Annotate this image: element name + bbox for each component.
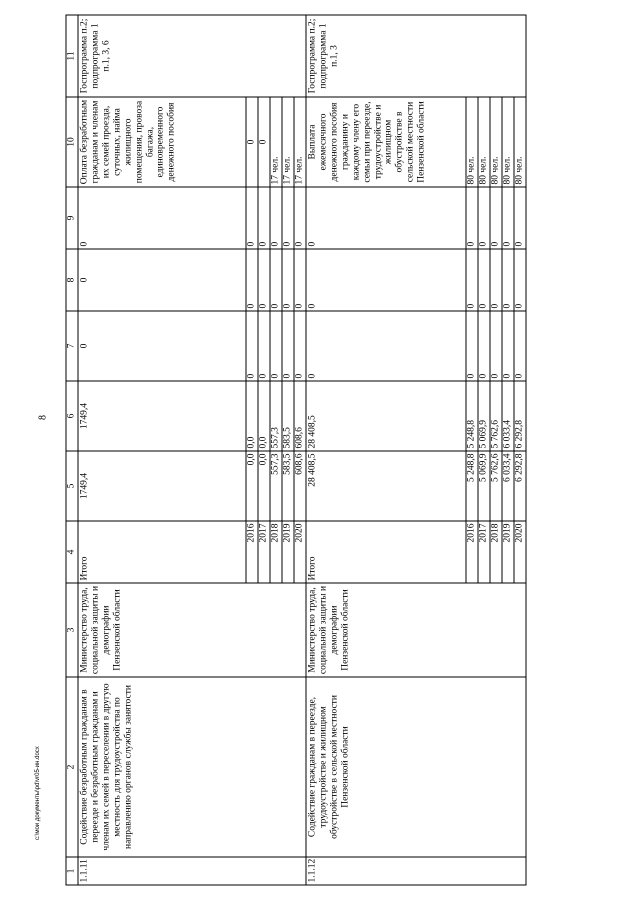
total-label: Итого bbox=[78, 521, 246, 583]
year-cell: 2019 bbox=[282, 521, 294, 583]
value-cell: 0 bbox=[466, 187, 478, 249]
value-cell: 0 bbox=[490, 187, 502, 249]
measure-number: 1.1.11 bbox=[78, 857, 306, 885]
value-cell: 17 чел. bbox=[294, 97, 306, 187]
year-cell: 2017 bbox=[258, 521, 270, 583]
value-cell: 0 bbox=[514, 249, 526, 311]
value-cell: 0 bbox=[490, 311, 502, 381]
col-header: 3 bbox=[66, 583, 78, 677]
measure-executor: Министерство труда, социальной защиты и демографии Пензенской области bbox=[78, 583, 306, 677]
value-cell: 583,5 bbox=[282, 451, 294, 521]
value-cell: 0,0 bbox=[258, 451, 270, 521]
indicator-description: Оплата безработным гражданам и членам их семей проезда, суточных, найма жилищного помещения, провоза багажа, единовременного денежного пособия bbox=[78, 97, 246, 187]
value-cell: 0 bbox=[294, 249, 306, 311]
value-cell: 0 bbox=[246, 249, 258, 311]
total-value: 0 bbox=[306, 187, 466, 249]
year-cell: 2018 bbox=[270, 521, 282, 583]
value-cell: 0 bbox=[478, 311, 490, 381]
total-value: 0 bbox=[78, 187, 246, 249]
col-header: 6 bbox=[66, 381, 78, 451]
total-value: 28 408,5 bbox=[306, 451, 466, 521]
value-cell: 0,0 bbox=[246, 381, 258, 451]
value-cell: 0 bbox=[490, 249, 502, 311]
measure-description: Содействие безработным гражданам в переезде и безработным гражданам и членам их семей в переселении в другую местность для трудоустройства по направлению органов службы занятости bbox=[78, 677, 306, 857]
col-header: 10 bbox=[66, 97, 78, 187]
value-cell: 80 чел. bbox=[514, 97, 526, 187]
value-cell: 0 bbox=[294, 311, 306, 381]
value-cell: 0 bbox=[258, 97, 270, 187]
total-value: 1749,4 bbox=[78, 451, 246, 521]
file-path-footer: c:\мои документы\pd\vr05-ин.docx bbox=[35, 746, 41, 840]
total-value: 0 bbox=[78, 249, 246, 311]
value-cell: 17 чел. bbox=[270, 97, 282, 187]
value-cell: 0,0 bbox=[246, 451, 258, 521]
total-value: 0 bbox=[306, 249, 466, 311]
col-header: 4 bbox=[66, 521, 78, 583]
rotated-table-container bbox=[65, 15, 610, 885]
value-cell: 6 292,8 bbox=[514, 451, 526, 521]
value-cell: 6 292,8 bbox=[514, 381, 526, 451]
value-cell: 5 762,6 bbox=[490, 381, 502, 451]
value-cell: 17 чел. bbox=[282, 97, 294, 187]
measure-description: Содействие гражданам в переезде, трудоустройстве и жилищном обустройстве в сельской местности Пензенской области bbox=[306, 677, 526, 857]
value-cell: 557,3 bbox=[270, 451, 282, 521]
total-value: 0 bbox=[78, 311, 246, 381]
value-cell: 0 bbox=[270, 311, 282, 381]
value-cell: 5 248,8 bbox=[466, 381, 478, 451]
value-cell: 0 bbox=[478, 249, 490, 311]
value-cell: 0,0 bbox=[258, 381, 270, 451]
value-cell: 0 bbox=[246, 187, 258, 249]
value-cell: 5 069,9 bbox=[478, 451, 490, 521]
measure-row-total bbox=[306, 15, 466, 885]
value-cell: 0 bbox=[270, 187, 282, 249]
value-cell: 0 bbox=[246, 97, 258, 187]
value-cell: 5 248,8 bbox=[466, 451, 478, 521]
value-cell: 0 bbox=[478, 187, 490, 249]
header-row bbox=[66, 15, 78, 885]
value-cell: 0 bbox=[282, 311, 294, 381]
year-cell: 2019 bbox=[502, 521, 514, 583]
value-cell: 6 033,4 bbox=[502, 451, 514, 521]
value-cell: 608,6 bbox=[294, 451, 306, 521]
value-cell: 80 чел. bbox=[478, 97, 490, 187]
value-cell: 0 bbox=[514, 311, 526, 381]
value-cell: 0 bbox=[258, 249, 270, 311]
measure-number: 1.1.12 bbox=[306, 857, 526, 885]
value-cell: 0 bbox=[466, 249, 478, 311]
year-cell: 2020 bbox=[294, 521, 306, 583]
year-cell: 2017 bbox=[478, 521, 490, 583]
value-cell: 0 bbox=[502, 311, 514, 381]
program-reference: Госпрограмма п.2; подпрограмма 1 п.1, 3 bbox=[306, 15, 526, 97]
value-cell: 0 bbox=[502, 187, 514, 249]
total-value: 28 408,5 bbox=[306, 381, 466, 451]
page-number: 8 bbox=[37, 415, 49, 420]
value-cell: 80 чел. bbox=[502, 97, 514, 187]
value-cell: 5 762,6 bbox=[490, 451, 502, 521]
total-value: 1749,4 bbox=[78, 381, 246, 451]
col-header: 9 bbox=[66, 187, 78, 249]
program-measures-table bbox=[65, 14, 526, 885]
value-cell: 0 bbox=[294, 187, 306, 249]
value-cell: 80 чел. bbox=[490, 97, 502, 187]
col-header: 7 bbox=[66, 311, 78, 381]
measure-executor: Министерство труда, социальной защиты и демографии Пензенской области bbox=[306, 583, 526, 677]
value-cell: 6 033,4 bbox=[502, 381, 514, 451]
total-value: 0 bbox=[306, 311, 466, 381]
value-cell: 0 bbox=[258, 311, 270, 381]
value-cell: 608,6 bbox=[294, 381, 306, 451]
col-header: 2 bbox=[66, 677, 78, 857]
measure-row-total bbox=[78, 15, 246, 885]
year-cell: 2018 bbox=[490, 521, 502, 583]
year-cell: 2020 bbox=[514, 521, 526, 583]
col-header: 1 bbox=[66, 857, 78, 885]
total-label: Итого bbox=[306, 521, 466, 583]
col-header: 5 bbox=[66, 451, 78, 521]
value-cell: 0 bbox=[466, 311, 478, 381]
value-cell: 557,3 bbox=[270, 381, 282, 451]
value-cell: 583,5 bbox=[282, 381, 294, 451]
value-cell: 0 bbox=[502, 249, 514, 311]
value-cell: 80 чел. bbox=[466, 97, 478, 187]
indicator-description: Выплата ежемесячного денежного пособия гражданину и каждому члену его семьи при переезде, трудоустройстве и жилищном обустройстве в сельской местности Пензенской области bbox=[306, 97, 466, 187]
value-cell: 0 bbox=[514, 187, 526, 249]
value-cell: 5 069,9 bbox=[478, 381, 490, 451]
value-cell: 0 bbox=[258, 187, 270, 249]
value-cell: 0 bbox=[246, 311, 258, 381]
year-cell: 2016 bbox=[246, 521, 258, 583]
value-cell: 0 bbox=[282, 249, 294, 311]
value-cell: 0 bbox=[282, 187, 294, 249]
col-header: 8 bbox=[66, 249, 78, 311]
year-cell: 2016 bbox=[466, 521, 478, 583]
value-cell: 0 bbox=[270, 249, 282, 311]
col-header: 11 bbox=[66, 15, 78, 97]
program-reference: Госпрограмма п.2; подпрограмма 1 п.1, 3, 6 bbox=[78, 15, 306, 97]
